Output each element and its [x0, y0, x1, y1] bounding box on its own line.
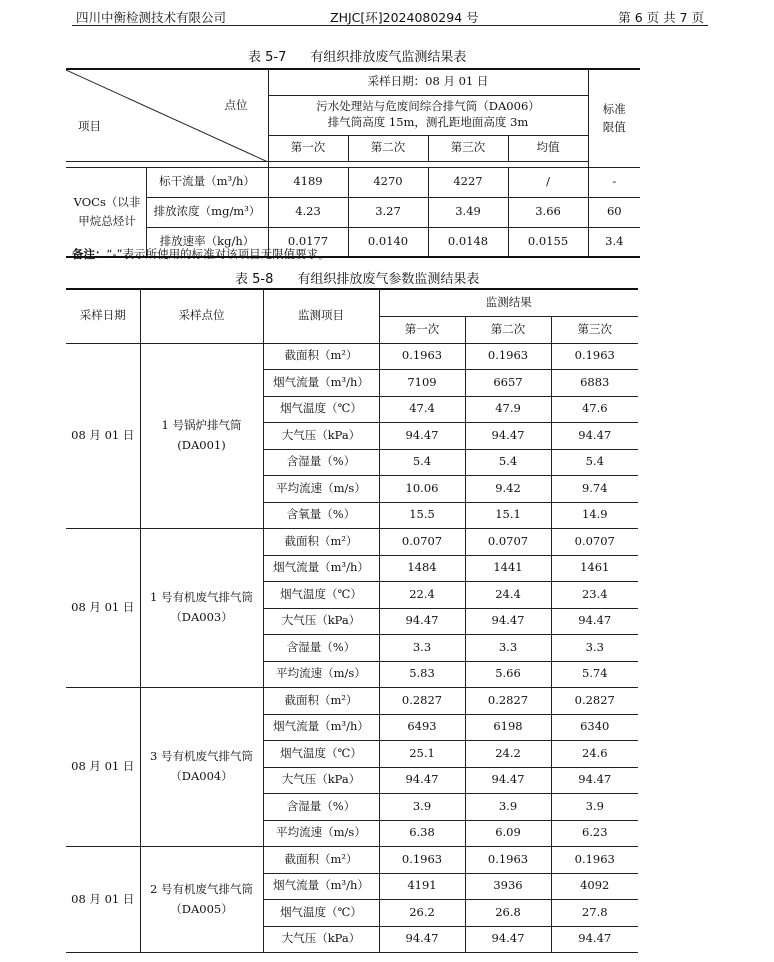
monitoring-item: 截面积（m²） [263, 688, 379, 715]
monitoring-item: 大气压（kPa） [263, 767, 379, 794]
result-value: 1461 [551, 555, 638, 582]
table-row [66, 197, 640, 227]
result-value: 94.47 [551, 608, 638, 635]
result-value: 0.2827 [465, 688, 551, 715]
note-text: “-”表示所使用的标准对该项目无限值要求。 [106, 247, 330, 261]
location-line2: 排气筒高度 15m，测孔距地面高度 3m [327, 115, 529, 129]
pollutant-group-label: VOCs（以非甲烷总烃计 [73, 195, 141, 228]
result-value: 26.8 [465, 900, 551, 927]
parameter-name: 排放浓度（mg/m³） [146, 197, 268, 227]
table57-note [72, 246, 330, 262]
sampling-date: 08 月 01 日 [66, 343, 140, 529]
result-value: 94.47 [465, 926, 551, 953]
header-rule [72, 25, 708, 26]
sampling-point [140, 529, 263, 688]
sampling-point-line1: 3 号有机废气排气筒 [150, 749, 253, 764]
monitoring-item: 烟气流量（m³/h） [263, 873, 379, 900]
location-line1: 污水处理站与危废间综合排气筒（DA006） [316, 99, 540, 114]
report-number: ZHJC[环]2024080294 号 [330, 10, 479, 25]
sampling-date: 08 月 01 日 [66, 688, 140, 847]
monitoring-item: 含湿量（%） [263, 449, 379, 476]
result-value: 5.4 [551, 449, 638, 476]
monitoring-item: 大气压（kPa） [263, 926, 379, 953]
sampling-point-line1: 1 号锅炉排气筒(DA001) [161, 418, 242, 452]
sampling-point-line2: （DA005） [170, 901, 233, 916]
sampling-point-line2: （DA003） [170, 610, 233, 624]
parameter-name: 标干流量（m³/h） [146, 167, 268, 197]
company-name: 四川中衡检测技术有限公司 [76, 10, 227, 25]
sampling-point [140, 343, 263, 529]
result-value: 3.9 [465, 794, 551, 821]
result-value: 0.2827 [379, 688, 465, 715]
caption-title: 有组织排放废气监测结果表 [310, 50, 467, 65]
header-run: 第三次 [551, 316, 638, 343]
column-header: 第二次 [348, 135, 428, 161]
result-value: 4191 [379, 873, 465, 900]
result-value: 6.09 [465, 820, 551, 847]
pollutant-group [66, 167, 146, 257]
column-header: 第一次 [268, 135, 348, 161]
sampling-date: 08 月 01 日 [66, 529, 140, 688]
result-value: 5.74 [551, 661, 638, 688]
parameter-name: 排放速率（kg/h） [146, 227, 268, 257]
result-value: 94.47 [551, 423, 638, 450]
result-value: 94.47 [379, 926, 465, 953]
corner-point-label: 点位 [224, 98, 248, 112]
result-value: 27.8 [551, 900, 638, 927]
result-value: 0.0707 [379, 529, 465, 556]
header-point: 采样点位 [140, 289, 263, 343]
result-value: 47.4 [379, 396, 465, 423]
page-header [72, 6, 708, 26]
sampling-location [268, 95, 588, 135]
result-value: 0.0140 [348, 227, 428, 257]
result-value: 24.6 [551, 741, 638, 768]
monitoring-item: 大气压（kPa） [263, 423, 379, 450]
result-value: 0.0155 [508, 227, 588, 257]
result-value: 24.2 [465, 741, 551, 768]
monitoring-item: 平均流速（m/s） [263, 820, 379, 847]
sampling-point-line1: 2 号有机废气排气筒 [150, 881, 253, 896]
result-value: 6657 [465, 370, 551, 397]
header-run: 第二次 [465, 316, 551, 343]
monitoring-item: 截面积（m²） [263, 847, 379, 874]
page-number: 第 6 页 共 7 页 [618, 10, 704, 25]
monitoring-item: 含氧量（%） [263, 502, 379, 529]
result-value: 9.42 [465, 476, 551, 503]
column-header: 第三次 [428, 135, 508, 161]
result-value: 94.47 [379, 767, 465, 794]
result-value: 0.1963 [379, 343, 465, 370]
result-value: 6340 [551, 714, 638, 741]
monitoring-item: 含湿量（%） [263, 635, 379, 662]
table-row [66, 529, 638, 556]
header-item: 监测项目 [263, 289, 379, 343]
table-row [66, 167, 640, 197]
result-value: 5.66 [465, 661, 551, 688]
result-value: 0.1963 [465, 343, 551, 370]
standard-limit: - [588, 167, 640, 197]
result-value: 3.9 [379, 794, 465, 821]
caption-number: 表 5-7 [248, 50, 287, 65]
sampling-point-line1: 1 号有机废气排气筒 [150, 590, 253, 605]
result-value: 1484 [379, 555, 465, 582]
column-header: 均值 [508, 135, 588, 161]
monitoring-item: 平均流速（m/s） [263, 476, 379, 503]
result-value: 15.5 [379, 502, 465, 529]
result-value: 3.66 [508, 197, 588, 227]
monitoring-item: 大气压（kPa） [263, 608, 379, 635]
result-value: 6.38 [379, 820, 465, 847]
result-value: 15.1 [465, 502, 551, 529]
monitoring-item: 烟气流量（m³/h） [263, 714, 379, 741]
monitoring-item: 烟气温度（℃） [263, 900, 379, 927]
result-value: 6.23 [551, 820, 638, 847]
sampling-date: 08 月 01 日 [66, 847, 140, 953]
result-value: 94.47 [379, 423, 465, 450]
result-value: 0.0707 [551, 529, 638, 556]
monitoring-item: 含湿量（%） [263, 794, 379, 821]
result-value: 10.06 [379, 476, 465, 503]
monitoring-item: 烟气温度（℃） [263, 741, 379, 768]
result-value: 0.0148 [428, 227, 508, 257]
header-date: 采样日期 [66, 289, 140, 343]
monitoring-item: 平均流速（m/s） [263, 661, 379, 688]
result-value: 3.3 [551, 635, 638, 662]
result-value: / [508, 167, 588, 197]
result-value: 94.47 [465, 423, 551, 450]
header-result: 监测结果 [379, 289, 638, 316]
table-row [66, 343, 638, 370]
monitoring-item: 烟气温度（℃） [263, 582, 379, 609]
result-value: 5.4 [379, 449, 465, 476]
diagonal-line [66, 70, 268, 161]
sampling-point [140, 847, 263, 953]
sample-date: 采样日期：08 月 01 日 [268, 69, 588, 95]
result-value: 0.1963 [551, 343, 638, 370]
result-value: 14.9 [551, 502, 638, 529]
monitoring-item: 截面积（m²） [263, 529, 379, 556]
result-value: 23.4 [551, 582, 638, 609]
standard-limit: 3.4 [588, 227, 640, 257]
table57-caption [248, 46, 466, 65]
header-row [66, 289, 638, 316]
result-value: 26.2 [379, 900, 465, 927]
table-row [66, 847, 638, 874]
result-value: 6493 [379, 714, 465, 741]
result-value: 0.0177 [268, 227, 348, 257]
result-value: 0.1963 [551, 847, 638, 874]
result-value: 22.4 [379, 582, 465, 609]
result-value: 5.4 [465, 449, 551, 476]
result-value: 0.2827 [551, 688, 638, 715]
result-value: 0.1963 [465, 847, 551, 874]
monitoring-item: 烟气温度（℃） [263, 396, 379, 423]
standard-limit-header: 标准限值 [588, 69, 640, 167]
result-value: 47.6 [551, 396, 638, 423]
result-value: 47.9 [465, 396, 551, 423]
result-value: 5.83 [379, 661, 465, 688]
result-value: 4270 [348, 167, 428, 197]
result-value: 94.47 [379, 608, 465, 635]
exhaust-parameters-table [66, 288, 638, 953]
result-value: 1441 [465, 555, 551, 582]
result-value: 94.47 [551, 926, 638, 953]
table58-caption [235, 268, 479, 287]
result-value: 0.1963 [379, 847, 465, 874]
result-value: 4.23 [268, 197, 348, 227]
result-value: 25.1 [379, 741, 465, 768]
result-value: 3936 [465, 873, 551, 900]
caption-title: 有组织排放废气参数监测结果表 [297, 272, 480, 287]
result-value: 0.0707 [465, 529, 551, 556]
corner-header [66, 69, 268, 161]
result-value: 9.74 [551, 476, 638, 503]
result-value: 7109 [379, 370, 465, 397]
result-value: 24.4 [465, 582, 551, 609]
result-value: 6883 [551, 370, 638, 397]
result-value: 3.49 [428, 197, 508, 227]
sampling-point [140, 688, 263, 847]
header-run: 第一次 [379, 316, 465, 343]
caption-number: 表 5-8 [235, 272, 274, 287]
result-value: 6198 [465, 714, 551, 741]
sampling-point-line2: （DA004） [170, 769, 233, 783]
corner-item-label: 项目 [78, 118, 101, 133]
result-value: 3.9 [551, 794, 638, 821]
result-value: 3.27 [348, 197, 428, 227]
note-label: 备注： [72, 247, 107, 261]
result-value: 94.47 [465, 608, 551, 635]
monitoring-item: 烟气流量（m³/h） [263, 555, 379, 582]
result-value: 4189 [268, 167, 348, 197]
monitoring-item: 截面积（m²） [263, 343, 379, 370]
monitoring-item: 烟气流量（m³/h） [263, 370, 379, 397]
emission-results-table [66, 68, 640, 258]
result-value: 4092 [551, 873, 638, 900]
result-value: 94.47 [551, 767, 638, 794]
result-value: 94.47 [465, 767, 551, 794]
result-value: 3.3 [379, 635, 465, 662]
table-row [66, 688, 638, 715]
result-value: 3.3 [465, 635, 551, 662]
result-value: 4227 [428, 167, 508, 197]
standard-limit: 60 [588, 197, 640, 227]
